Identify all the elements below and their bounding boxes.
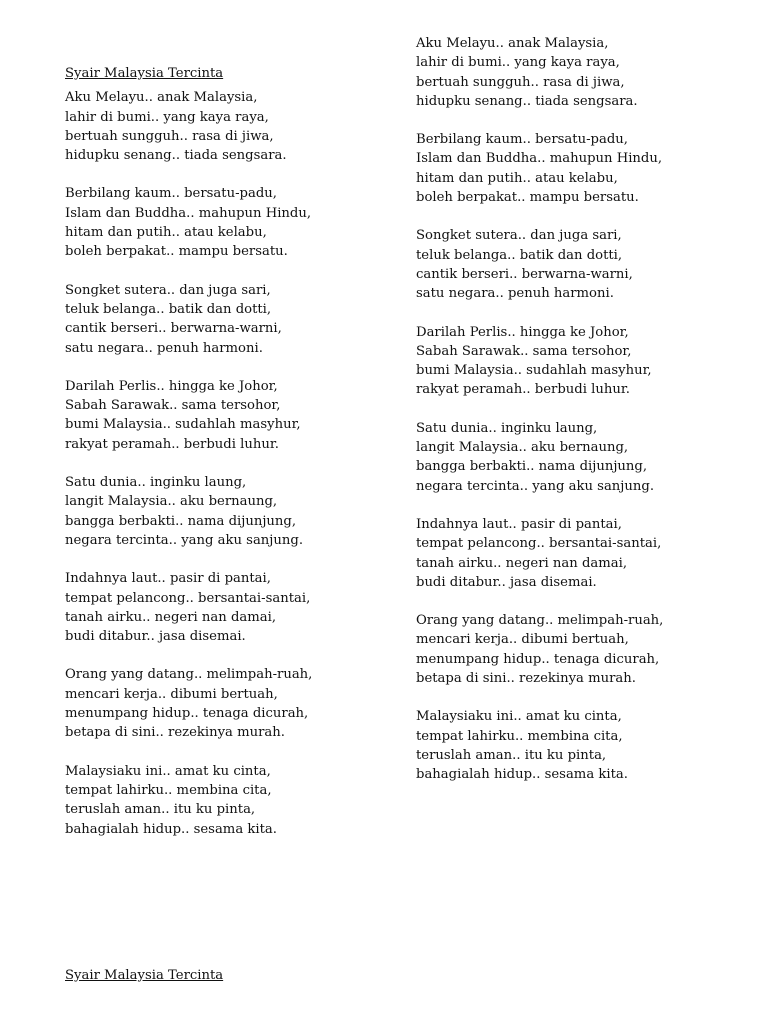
poem-line: hitam dan putih.. atau kelabu, [416,170,618,186]
stanza [65,569,365,646]
stanza [65,281,365,358]
poem-line: bahagialah hidup.. sesama kita. [416,767,628,783]
poem-line: budi ditabur.. jasa disemai. [416,574,597,590]
poem-line: tanah airku.. negeri nan damai, [65,609,277,625]
poem-line: bertuah sungguh.. rasa di jiwa, [416,74,625,90]
poem-line: tempat lahirku.. membina cita, [416,728,623,744]
poem-line: Darilah Perlis.. hingga ke Johor, [65,378,278,394]
poem-line: satu negara.. penuh harmoni. [65,340,263,356]
poem-line: Satu dunia.. inginku laung, [65,475,247,491]
poem-line: Sabah Sarawak.. sama tersohor, [416,343,632,359]
poem-line: Malaysiaku ini.. amat ku cinta, [416,709,622,725]
poem-line: hitam dan putih.. atau kelabu, [65,225,267,241]
poem-line: bertuah sungguh.. rasa di jiwa, [65,128,274,144]
stanza [416,707,716,784]
stanza [416,419,716,496]
poem-line: tempat lahirku.. membina cita, [65,782,272,798]
stanza [65,88,365,165]
poem-line: Orang yang datang.. melimpah-ruah, [65,667,313,683]
poem-line: Satu dunia.. inginku laung, [416,420,598,436]
stanza [416,130,716,207]
poem-line: Sabah Sarawak.. sama tersohor, [65,398,281,414]
poem-line: Indahnya laut.. pasir di pantai, [416,516,622,532]
poem-line: bangga berbakti.. nama dijunjung, [65,513,297,529]
poem-line: tempat pelancong.. bersantai-santai, [65,590,311,606]
poem-line: rakyat peramah.. berbudi luhur. [65,436,279,452]
poem-line: tempat pelancong.. bersantai-santai, [416,536,662,552]
poem-line: boleh berpakat.. mampu bersatu. [416,190,639,206]
poem-line: mencari kerja.. dibumi bertuah, [65,686,278,702]
footer-poem-title: Syair Malaysia Tercinta [65,968,224,983]
poem-stanzas-left [65,88,365,839]
poem-line: teruslah aman.. itu ku pinta, [65,802,256,818]
poem-line: teluk belanga.. batik dan dotti, [416,247,623,263]
poem-line: hidupku senang.. tiada sengsara. [65,148,287,164]
stanza [416,515,716,592]
poem-line: Islam dan Buddha.. mahupun Hindu, [416,151,663,167]
poem-line: hidupku senang.. tiada sengsara. [416,93,638,109]
poem-line: bumi Malaysia.. sudahlah masyhur, [65,417,301,433]
poem-stanzas-right [416,34,716,785]
stanza [65,762,365,839]
poem-line: cantik berseri.. berwarna-warni, [416,266,633,282]
stanza [416,323,716,400]
poem-line: boleh berpakat.. mampu bersatu. [65,244,288,260]
stanza [65,473,365,550]
poem-line: teluk belanga.. batik dan dotti, [65,301,272,317]
poem-line: bumi Malaysia.. sudahlah masyhur, [416,363,652,379]
poem-line: langit Malaysia.. aku bernaung, [416,440,629,456]
poem-line: Malaysiaku ini.. amat ku cinta, [65,763,271,779]
poem-line: Orang yang datang.. melimpah-ruah, [416,613,664,629]
poem-line: Aku Melayu.. anak Malaysia, [65,90,258,106]
poem-line: Berbilang kaum.. bersatu-padu, [65,186,277,202]
poem-line: menumpang hidup.. tenaga dicurah, [65,706,309,722]
poem-line: mencari kerja.. dibumi bertuah, [416,632,629,648]
poem-line: Indahnya laut.. pasir di pantai, [65,571,271,587]
stanza [416,34,716,111]
poem-line: negara tercinta.. yang aku sanjung. [416,478,655,494]
poem-line: lahir di bumi.. yang kaya raya, [416,55,620,71]
stanza [416,226,716,303]
stanza [65,184,365,261]
poem-line: lahir di bumi.. yang kaya raya, [65,109,269,125]
stanza [416,611,716,688]
poem-line: budi ditabur.. jasa disemai. [65,629,246,645]
poem-line: menumpang hidup.. tenaga dicurah, [416,651,660,667]
poem-line: Songket sutera.. dan juga sari, [65,282,271,298]
poem-line: Islam dan Buddha.. mahupun Hindu, [65,205,312,221]
poem-line: bangga berbakti.. nama dijunjung, [416,459,648,475]
poem-line: Berbilang kaum.. bersatu-padu, [416,132,628,148]
poem-line: betapa di sini.. rezekinya murah. [416,671,636,687]
poem-column-right [416,34,716,804]
poem-line: teruslah aman.. itu ku pinta, [416,747,607,763]
poem-line: bahagialah hidup.. sesama kita. [65,821,277,837]
poem-title: Syair Malaysia Tercinta [65,66,224,81]
poem-line: tanah airku.. negeri nan damai, [416,555,628,571]
poem-line: cantik berseri.. berwarna-warni, [65,321,282,337]
stanza [65,665,365,742]
poem-line: negara tercinta.. yang aku sanjung. [65,532,304,548]
poem-line: Songket sutera.. dan juga sari, [416,228,622,244]
poem-line: Aku Melayu.. anak Malaysia, [416,36,609,51]
poem-line: Darilah Perlis.. hingga ke Johor, [416,324,629,340]
poem-column-left [65,64,365,858]
poem-line: rakyat peramah.. berbudi luhur. [416,382,630,398]
stanza [65,377,365,454]
poem-line: satu negara.. penuh harmoni. [416,286,614,302]
poem-line: langit Malaysia.. aku bernaung, [65,494,278,510]
poem-line: betapa di sini.. rezekinya murah. [65,725,285,741]
